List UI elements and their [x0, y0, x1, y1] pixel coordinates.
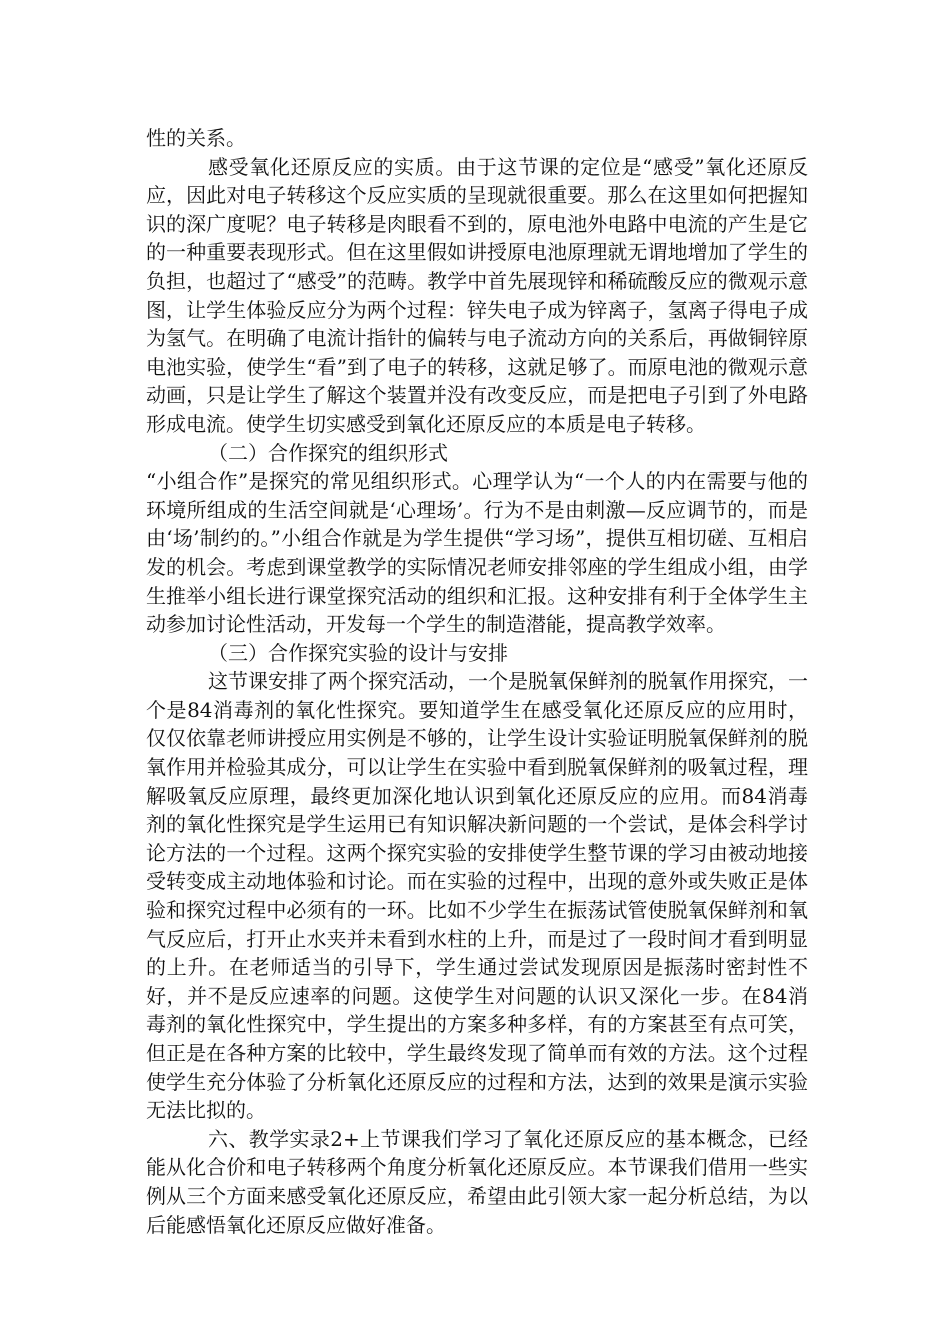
paragraph-teaching-record: 六、教学实录2+上节课我们学习了氧化还原反应的基本概念，已经能从化合价和电子转移两个角度分析氧化还原反应。本节课我们借用一些实例从三个方面来感受氧化还原反应，希望由此引领大家一起分析总结，为以后能感悟氧化还原反应做好准备。 [146, 1126, 808, 1237]
section-heading-experiment-design: （三）合作探究实验的设计与安排 [208, 640, 508, 665]
paragraph-experiments: 这节课安排了两个探究活动，一个是脱氧保鲜剂的脱氧作用探究，一个是84消毒剂的氧化性探究。要知道学生在感受氧化还原反应的应用时，仅仅依靠老师讲授应用实例是不够的，让学生设计实验证明脱氧保鲜剂的脱氧作用并检验其成分，可以让学生在实验中看到脱氧保鲜剂的吸氧过程，理解吸氧反应原理，最终更加深化地认识到氧化还原反应的应用。而84消毒剂的氧化性探究是学生运用已有知识解决新问题的一个尝试，是体会科学讨论方法的一个过程。这两个探究实验的安排使学生整节课的学习由被动地接受转变成主动地体验和讨论。而在实验的过程中，出现的意外或失败正是体验和探究过程中必须有的一环。比如不少学生在振荡试管使脱氧保鲜剂和氧气反应后，打开止水夹并未看到水柱的上升，而是过了一段时间才看到明显的上升。在老师适当的引导下，学生通过尝试发现原因是振荡时密封性不好，并不是反应速率的问题。这使学生对问题的认识又深化一步。在84消毒剂的氧化性探究中，学生提出的方案多种多样，有的方案甚至有点可笑，但正是在各种方案的比较中，学生最终发现了简单而有效的方法。这个过程使学生充分体验了分析氧化还原反应的过程和方法，达到的效果是演示实验无法比拟的。 [146, 669, 808, 1123]
document-body [146, 124, 808, 1239]
paragraph-continuation: 性的关系。 [146, 126, 246, 150]
paragraph-group-cooperation: “小组合作”是探究的常见组织形式。心理学认为“一个人的内在需要与他的环境所组成的生活空间就是‘心理场’。行为不是由刺激—反应调节的，而是由‘场’制约的。”小组合作就是为学生提供“学习场”，提供互相切磋、互相启发的机会。考虑到课堂教学的实际情况老师安排邻座的学生组成小组，由学生推举小组长进行课堂探究活动的组织和汇报。这种安排有利于全体学生主动参加讨论性活动，开发每一个学生的制造潜能，提高教学效率。 [146, 469, 808, 637]
section-heading-organization: （二）合作探究的组织形式 [208, 440, 448, 465]
paragraph-reaction-essence: 感受氧化还原反应的实质。由于这节课的定位是“感受”氧化还原反应，因此对电子转移这个反应实质的呈现就很重要。那么在这里如何把握知识的深广度呢？电子转移是肉眼看不到的，原电池外电路中电流的产生是它的一种重要表现形式。但在这里假如讲授原电池原理就无谓地增加了学生的负担，也超过了“感受”的范畴。教学中首先展现锌和稀硫酸反应的微观示意图，让学生体验反应分为两个过程：锌失电子成为锌离子，氢离子得电子成为氢气。在明确了电流计指针的偏转与电子流动方向的关系后，再做铜锌原电池实验，使学生“看”到了电子的转移，这就足够了。而原电池的微观示意动画，只是让学生了解这个装置并没有改变反应，而是把电子引到了外电路形成电流。使学生切实感受到氧化还原反应的本质是电子转移。 [146, 154, 808, 436]
